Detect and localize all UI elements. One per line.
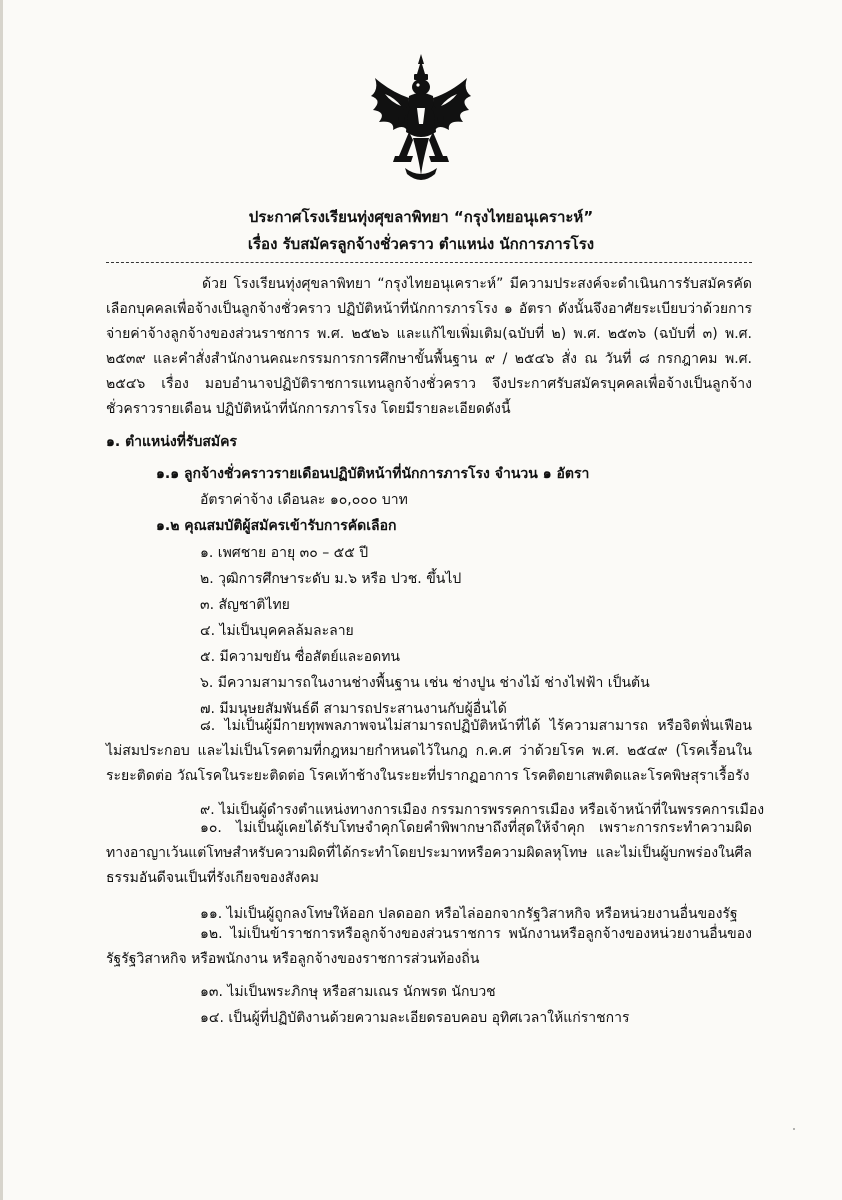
subsection-heading: ๑.๒ คุณสมบัติผู้สมัครเข้ารับการคัดเลือก xyxy=(156,518,397,534)
qualification-item: ๓. สัญชาติไทย xyxy=(200,597,290,613)
qualification-item: ๑๔. เป็นผู้ที่ปฏิบัติงานด้วยความละเอียดรอบคอบ อุทิศเวลาให้แก่ราชการ xyxy=(200,1010,630,1026)
section-heading: ๑. ตำแหน่งที่รับสมัคร xyxy=(106,434,237,450)
garuda-emblem-icon xyxy=(361,50,481,190)
qualification-item: ๑. เพศชาย อายุ ๓๐ – ๕๕ ปี xyxy=(200,545,369,561)
qualification-item: ๑๓. ไม่เป็นพระภิกษุ หรือสามเณร นักพรต นักบวช xyxy=(200,984,496,1000)
wage-rate: อัตราค่าจ้าง เดือนละ ๑๐,๐๐๐ บาท xyxy=(200,492,408,508)
qualification-item: ๙. ไม่เป็นผู้ดำรงตำแหน่งทางการเมือง กรรมการพรรคการเมือง หรือเจ้าหน้าที่ในพรรคการเมือง xyxy=(200,802,765,818)
title-divider xyxy=(106,262,752,263)
qualification-item: ๕. มีความขยัน ซื่อสัตย์และอดทน xyxy=(200,649,401,665)
qualification-item: ๖. มีความสามารถในงานช่างพื้นฐาน เช่น ช่างปูน ช่างไม้ ช่างไฟฟ้า เป็นต้น xyxy=(200,675,650,691)
qualification-item: ๑๑. ไม่เป็นผู้ถูกลงโทษให้ออก ปลดออก หรือไล่ออกจากรัฐวิสาหกิจ หรือหน่วยงานอื่นของรัฐ xyxy=(200,906,738,922)
intro-paragraph: ด้วย โรงเรียนทุ่งศุขลาพิทยา “กรุงไทยอนุเคราะห์” มีความประสงค์จะดำเนินการรับสมัครคัดเลือกบุคคลเพื่อจ้างเป็นลูกจ้างชั่วคราว ปฏิบัติหน้าที่นักการภารโรง ๑ อัตรา ดังนั้นจึงอาศัยระเบียบว่าด้วยการจ่ายค่าจ้างลูกจ้างของส่วนราชการ พ.ศ. ๒๕๒๖ และแก้ไขเพิ่มเติม(ฉบับที่ ๒) พ.ศ. ๒๕๓๖ (ฉบับที่ ๓) พ.ศ. ๒๕๓๙ และคำสั่งสำนักงานคณะกรรมการการศึกษาขั้นพื้นฐาน ๙ / ๒๕๔๖ สั่ง ณ วันที่ ๘ กรกฎาคม พ.ศ. ๒๕๔๖ เรื่อง มอบอำนาจปฏิบัติราชการแทนลูกจ้างชั่วคราว จึงประกาศรับสมัครบุคคลเพื่อจ้างเป็นลูกจ้างชั่วคราวรายเดือน ปฏิบัติหน้าที่นักการภารโรง โดยมีรายละเอียดดังนี้ xyxy=(106,276,752,417)
qualification-item: ๑๐. ไม่เป็นผู้เคยได้รับโทษจำคุกโดยคำพิพากษาถึงที่สุดให้จำคุก เพราะการกระทำความผิดทางอาญาเว้นแต่โทษสำหรับความผิดที่ได้กระทำโดยประมาทหรือความผิดลหุโทษ และไม่เป็นผู้บกพร่องในศีลธรรมอันดีจนเป็นที่รังเกียจของสังคม xyxy=(106,820,752,886)
subsection-heading: ๑.๑ ลูกจ้างชั่วคราวรายเดือนปฏิบัติหน้าที่นักการภารโรง จำนวน ๑ อัตรา xyxy=(156,466,590,482)
document-title: ประกาศโรงเรียนทุ่งศุขลาพิทยา “กรุงไทยอนุเคราะห์” xyxy=(248,208,594,226)
qualification-item: ๘. ไม่เป็นผู้มีกายทุพพลภาพจนไม่สามารถปฏิบัติหน้าที่ได้ ไร้ความสามารถ หรือจิตฟั่นเฟือนไม่สมประกอบ และไม่เป็นโรคตามที่กฎหมายกำหนดไว้ในกฎ ก.ค.ศ ว่าด้วยโรค พ.ศ. ๒๕๔๙ (โรคเรื้อนในระยะติดต่อ วัณโรคในระยะติดต่อ โรคเท้าช้างในระยะที่ปรากฏอาการ โรคติดยาเสพติดและโรคพิษสุราเรื้อรัง xyxy=(106,718,752,784)
document-subject: เรื่อง รับสมัครลูกจ้างชั่วคราว ตำแหน่ง นักการภารโรง xyxy=(247,235,595,253)
qualification-item: ๔. ไม่เป็นบุคคลล้มละลาย xyxy=(200,623,354,639)
qualification-item: ๗. มีมนุษยสัมพันธ์ดี สามารถประสานงานกับผู้อื่นได้ xyxy=(200,701,507,717)
paper-speck xyxy=(793,1128,795,1130)
qualification-item: ๑๒. ไม่เป็นข้าราชการหรือลูกจ้างของส่วนราชการ พนักงานหรือลูกจ้างของหน่วยงานอื่นของรัฐรัฐวิสาหกิจ หรือพนักงาน หรือลูกจ้างของราชการส่วนท้องถิ่น xyxy=(106,926,752,967)
qualification-item: ๒. วุฒิการศึกษาระดับ ม.๖ หรือ ปวช. ขึ้นไป xyxy=(200,571,462,587)
